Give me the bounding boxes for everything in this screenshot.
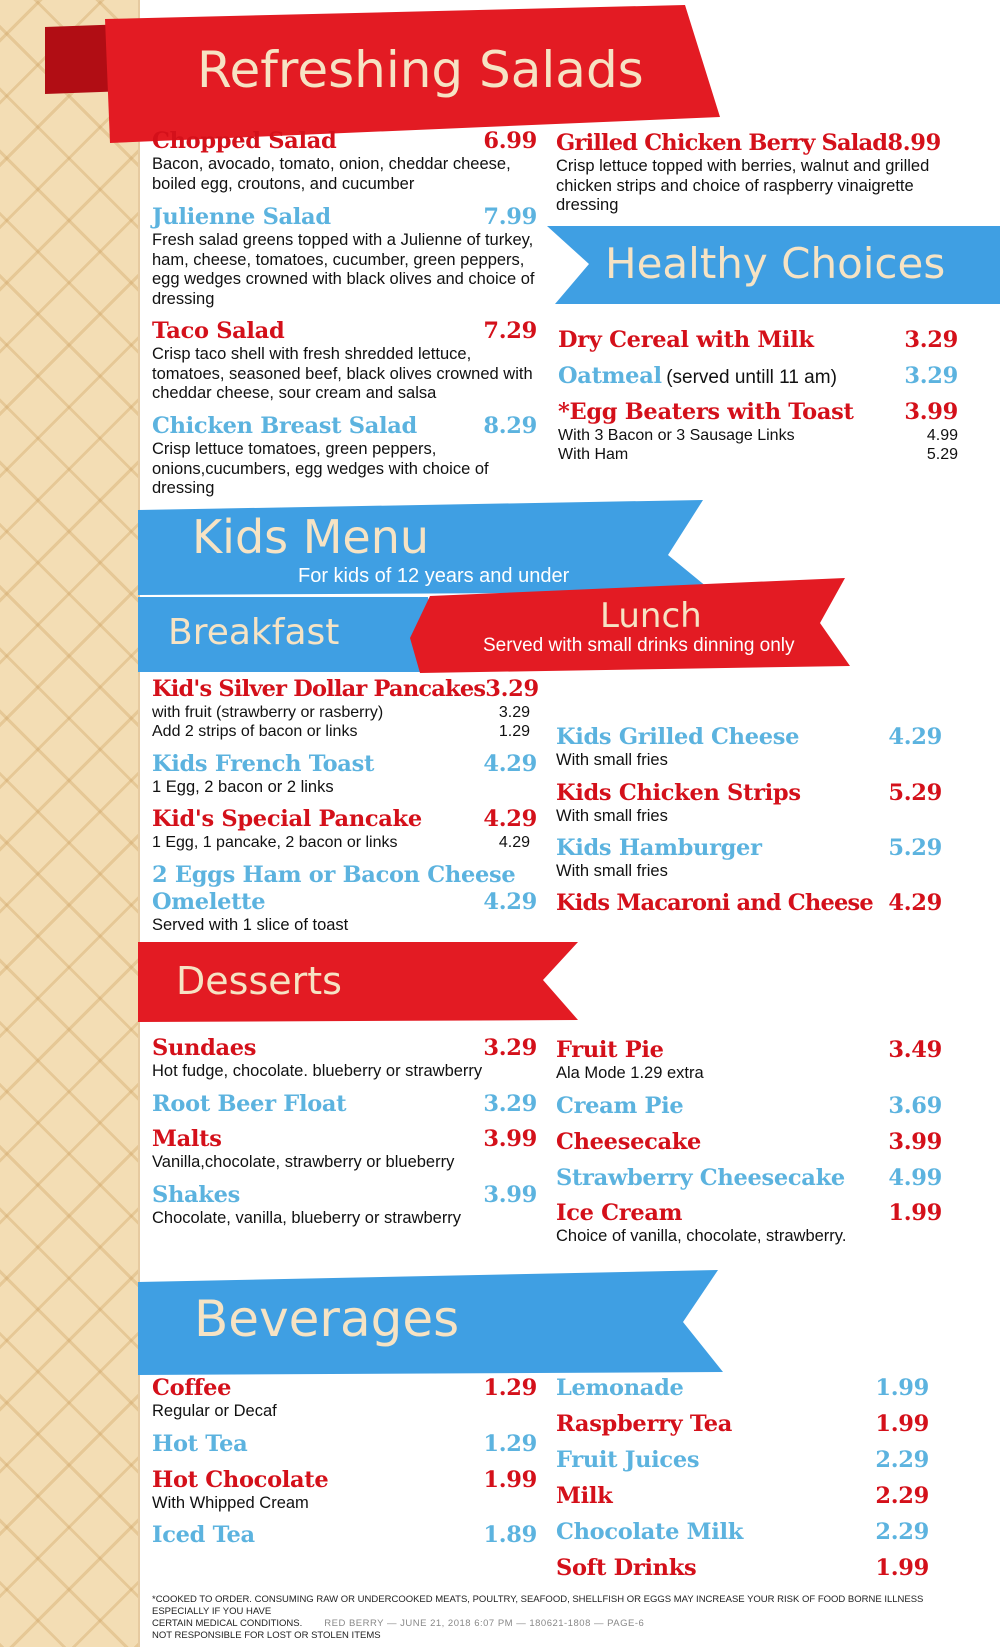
item-price: 8.99 (887, 130, 941, 156)
menu-item-kids-special-pancake (152, 806, 537, 852)
option-label: with fruit (strawberry or rasberry) (152, 704, 384, 721)
item-price: 3.29 (483, 1035, 537, 1061)
item-price: 1.99 (875, 1411, 929, 1437)
item-price: 2.29 (875, 1519, 929, 1545)
item-price: 1.99 (875, 1375, 929, 1401)
menu-item-hot-chocolate (152, 1467, 537, 1514)
item-name: Grilled Chicken Berry Salad (556, 130, 888, 156)
item-name: Lemonade (556, 1375, 684, 1401)
banner-subtitle: For kids of 12 years and under (298, 565, 570, 587)
item-name: Oatmeal (558, 363, 662, 389)
disclaimer-text: CERTAIN MEDICAL CONDITIONS. (152, 1618, 303, 1629)
menu-item-chicken-breast-salad (152, 413, 537, 499)
item-name: Fruit Juices (556, 1447, 700, 1473)
menu-item-silver-dollar-pancakes (152, 676, 537, 741)
menu-item-fruit-pie (556, 1037, 942, 1084)
menu-item-oatmeal (558, 363, 958, 390)
item-description: Vanilla,chocolate, strawberry or blueberry (152, 1153, 455, 1171)
item-option (152, 833, 537, 852)
item-price: 4.29 (888, 890, 942, 916)
item-price: 4.29 (483, 889, 537, 915)
item-name: *Egg Beaters with Toast (558, 399, 854, 425)
menu-item-dry-cereal (558, 327, 958, 354)
disclaimer-text: *COOKED TO ORDER. CONSUMING RAW OR UNDERCOOKED MEATS, POULTRY, SEAFOOD, SHELLFISH OR EGGS MAY INCREASE YOUR RISK OF FOOD BORNE ILLNESS ESPECIALLY IF YOU HAVE (152, 1594, 924, 1617)
item-description: Chocolate, vanilla, blueberry or strawberry (152, 1209, 462, 1227)
menu-item-kids-grilled-cheese (556, 724, 942, 771)
item-description: With small fries (556, 751, 668, 769)
menu-item-egg-beaters (558, 399, 958, 464)
item-name: Chocolate Milk (556, 1519, 744, 1545)
item-name: Julienne Salad (152, 204, 331, 230)
banner-title: Beverages (194, 1290, 460, 1348)
item-name: Hot Chocolate (152, 1467, 329, 1493)
item-name: Kid's Special Pancake (152, 806, 422, 832)
item-price: 1.99 (888, 1200, 942, 1226)
menu-item-kids-hamburger (556, 835, 942, 882)
menu-item-fruit-juices (556, 1447, 929, 1474)
banner-breakfast (138, 597, 438, 672)
option-label: With 3 Bacon or 3 Sausage Links (558, 427, 795, 444)
banner-title: Healthy Choices (605, 239, 946, 288)
item-price: 3.99 (483, 1126, 537, 1152)
item-name: Soft Drinks (556, 1555, 697, 1581)
menu-item-taco-salad (152, 318, 537, 404)
banner-title: Breakfast (168, 612, 340, 653)
item-name: Ice Cream (556, 1200, 683, 1226)
menu-item-kids-chicken-strips (556, 780, 942, 827)
menu-item-cream-pie (556, 1093, 942, 1120)
item-price: 3.99 (888, 1129, 942, 1155)
banner-lunch (410, 578, 850, 673)
print-meta: RED BERRY — JUNE 21, 2018 6:07 PM — 180621-1808 — PAGE-6 (324, 1618, 645, 1629)
item-name: Cream Pie (556, 1093, 684, 1119)
item-name: Malts (152, 1126, 222, 1152)
menu-item-shakes (152, 1182, 537, 1229)
item-name: Sundaes (152, 1035, 257, 1061)
item-description: Bacon, avocado, tomato, onion, cheddar cheese, boiled egg, croutons, and cucumber (152, 155, 511, 193)
menu-item-malts (152, 1126, 537, 1173)
menu-item-chopped-salad (152, 128, 537, 194)
item-name: Cheesecake (556, 1129, 702, 1155)
item-price: 3.99 (904, 399, 958, 425)
item-name: Taco Salad (152, 318, 285, 344)
item-option (558, 445, 958, 464)
menu-item-cheesecake (556, 1129, 942, 1156)
item-price: 4.29 (483, 806, 537, 832)
item-description: With small fries (556, 862, 668, 880)
item-description: Fresh salad greens topped with a Julienne of turkey, ham, cheese, tomatoes, cucumber, green peppers, egg wedges crowned with black olives and choice of dressing (152, 231, 535, 308)
item-name: Hot Tea (152, 1431, 248, 1457)
item-description: Crisp lettuce topped with berries, walnut and grilled chicken strips and choice of raspberry vinaigrette dressing (556, 157, 930, 214)
menu-item-ice-cream (556, 1200, 942, 1247)
item-description: Crisp lettuce tomatoes, green peppers, onions,cucumbers, egg wedges with choice of dressing (152, 440, 489, 497)
item-description: Crisp taco shell with fresh shredded lettuce, tomatoes, seasoned beef, black olives crowned with cheddar cheese, sour cream and salsa (152, 345, 533, 402)
item-price: 1.99 (483, 1467, 537, 1493)
item-description: With Whipped Cream (152, 1494, 309, 1512)
menu-item-sundaes (152, 1035, 537, 1082)
footer-disclaimer (152, 1594, 942, 1642)
item-price: 5.29 (888, 780, 942, 806)
menu-item-coffee (152, 1375, 537, 1422)
menu-item-iced-tea (152, 1522, 537, 1549)
menu-item-milk (556, 1483, 929, 1510)
item-price: 4.29 (483, 751, 537, 777)
item-name: Kids French Toast (152, 751, 375, 777)
item-price: 3.29 (483, 1091, 537, 1117)
item-description: Ala Mode 1.29 extra (556, 1064, 704, 1082)
item-price: 3.49 (888, 1037, 942, 1063)
item-price: 1.29 (483, 1431, 537, 1457)
item-description: Regular or Decaf (152, 1402, 277, 1420)
menu-item-eggs-omelette (152, 862, 537, 936)
option-label: 1 Egg, 1 pancake, 2 bacon or links (152, 834, 398, 851)
item-description: With small fries (556, 807, 668, 825)
item-description: Hot fudge, chocolate. blueberry or strawberry (152, 1062, 483, 1080)
item-price: 5.29 (888, 835, 942, 861)
item-note: (served untill 11 am) (666, 367, 837, 388)
menu-item-grilled-chicken-berry-salad (556, 130, 941, 216)
banner-refreshing-salads (45, 5, 720, 140)
item-price: 1.99 (875, 1555, 929, 1581)
item-price: 4.29 (888, 724, 942, 750)
banner-title: Kids Menu (192, 510, 430, 564)
item-name: Chopped Salad (152, 128, 337, 154)
item-name: Milk (556, 1483, 613, 1509)
item-name: Iced Tea (152, 1522, 255, 1548)
menu-item-kids-macaroni (556, 890, 942, 917)
decorative-waffle-strip (0, 0, 140, 1647)
item-name-continued: Omelette (152, 889, 266, 915)
banner-beverages (138, 1270, 723, 1375)
banner-healthy-choices (547, 226, 1000, 304)
item-price: 2.29 (875, 1447, 929, 1473)
option-price: 4.99 (926, 427, 958, 444)
item-price: 2.29 (875, 1483, 929, 1509)
disclaimer-text: NOT RESPONSIBLE FOR LOST OR STOLEN ITEMS (152, 1630, 381, 1641)
item-name: Kids Chicken Strips (556, 780, 801, 806)
menu-item-kids-french-toast (152, 751, 537, 798)
item-option (558, 426, 958, 445)
item-price: 7.99 (483, 204, 537, 230)
banner-subtitle: Served with small drinks dinning only (483, 635, 795, 656)
item-description: Served with 1 slice of toast (152, 916, 349, 934)
option-label: Add 2 strips of bacon or links (152, 723, 358, 740)
item-name: Kids Grilled Cheese (556, 724, 800, 750)
item-option (152, 722, 537, 741)
item-price: 6.99 (483, 128, 537, 154)
item-name: Dry Cereal with Milk (558, 327, 814, 353)
banner-desserts (138, 942, 578, 1022)
item-price: 3.29 (904, 327, 958, 353)
item-option (152, 703, 537, 722)
item-name: Strawberry Cheesecake (556, 1165, 845, 1191)
item-name: Fruit Pie (556, 1037, 664, 1063)
option-price: 5.29 (926, 446, 958, 463)
option-price: 4.29 (498, 834, 530, 851)
item-name: Coffee (152, 1375, 232, 1401)
banner-title: Desserts (176, 959, 342, 1003)
banner-title: Lunch (600, 596, 702, 636)
option-label: With Ham (558, 446, 629, 463)
item-name: Shakes (152, 1182, 240, 1208)
item-name: 2 Eggs Ham or Bacon Cheese (152, 862, 516, 888)
banner-title: Refreshing Salads (197, 41, 644, 99)
item-price: 3.29 (904, 363, 958, 389)
item-price: 8.29 (483, 413, 537, 439)
item-price: 1.89 (483, 1522, 537, 1548)
item-name: Kids Macaroni and Cheese (556, 890, 873, 916)
item-price: 4.99 (888, 1165, 942, 1191)
menu-item-lemonade (556, 1375, 929, 1402)
item-name: Kid's Silver Dollar Pancakes (152, 676, 486, 702)
option-price: 3.29 (498, 704, 530, 721)
item-price: 7.29 (483, 318, 537, 344)
menu-item-strawberry-cheesecake (556, 1165, 942, 1192)
option-price: 1.29 (498, 723, 530, 740)
menu-item-soft-drinks (556, 1555, 929, 1582)
item-price: 3.69 (888, 1093, 942, 1119)
menu-item-chocolate-milk (556, 1519, 929, 1546)
item-price: 3.29 (485, 676, 539, 702)
item-name: Kids Hamburger (556, 835, 762, 861)
item-name: Raspberry Tea (556, 1411, 733, 1437)
item-price: 3.99 (483, 1182, 537, 1208)
menu-item-hot-tea (152, 1431, 537, 1458)
item-price: 1.29 (483, 1375, 537, 1401)
item-name: Root Beer Float (152, 1091, 347, 1117)
item-description: Choice of vanilla, chocolate, strawberry. (556, 1227, 847, 1245)
menu-item-raspberry-tea (556, 1411, 929, 1438)
menu-item-julienne-salad (152, 204, 537, 309)
menu-item-root-beer-float (152, 1091, 537, 1118)
item-name: Chicken Breast Salad (152, 413, 417, 439)
item-description: 1 Egg, 2 bacon or 2 links (152, 778, 334, 796)
